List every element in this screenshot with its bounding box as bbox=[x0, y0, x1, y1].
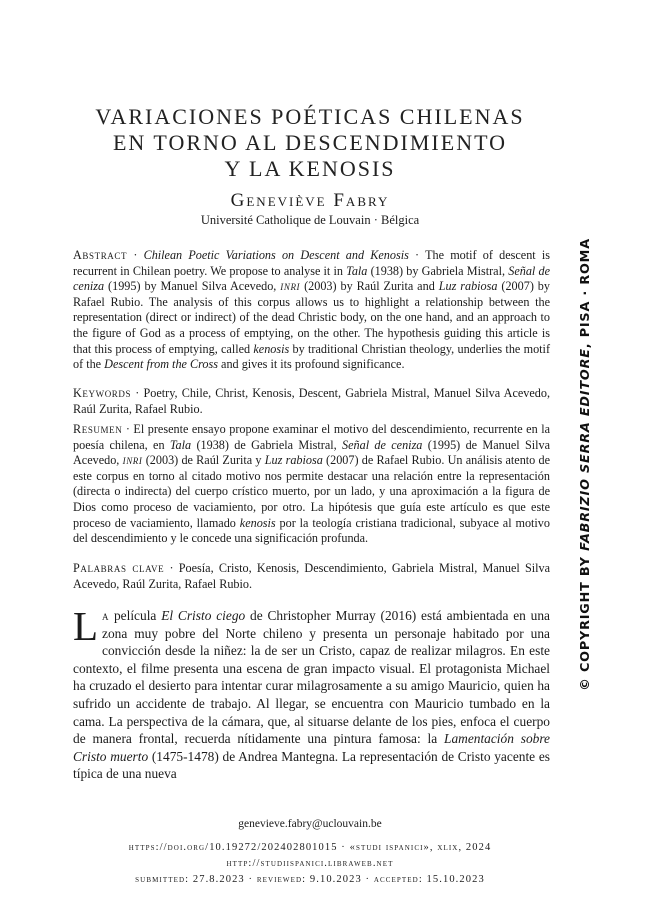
author-name: Geneviève Fabry bbox=[230, 190, 390, 211]
work-title: Luz rabiosa bbox=[264, 453, 323, 468]
abstract-text: The motif of descent is recurrent in Chilean poetry. We propose to analyse it in bbox=[73, 248, 550, 278]
abstract-text: (2007) by Rafael Rubio. The analysis of this corpus allows us to highlight a relationship between the representation (direct or indirect) of the dead Christic body, on the one hand, and an approach to the figure of God as a process of emptying, on the other. The hypothesis guiding this article is that this process of emptying, called bbox=[73, 279, 550, 356]
term: kenosis bbox=[239, 515, 276, 530]
work-title: Luz rabiosa bbox=[438, 279, 498, 294]
abstract-label: Abstract bbox=[73, 248, 128, 262]
work-title: Tala bbox=[169, 437, 192, 452]
work-title: inri bbox=[122, 453, 143, 468]
drop-cap: L bbox=[73, 603, 99, 649]
body-text: de Christopher Murray (2016) está ambientada en una zona muy pobre del Norte chileno y presenta un personaje habitado por una convicción desde la niñez: la de ser un Cristo, capaz de realizar milagros. En este contexto, el filme presenta una escena de gran impacto visual. El protagonista Michael ha cruzado el desierto para intentar curar milagrosamente a su amigo Mauricio, quien ha sufrido un accidente de trabajo. Al llegar, se encuentra con Mauricio tumbado en la cama. La perspectiva de la cámara, que, al situarse delante de los pies, enfoca el cuerpo de manera frontal, recuerda nítidamente una pintura famosa: la bbox=[73, 608, 551, 747]
abstract bbox=[73, 248, 550, 373]
doi-line: https://doi.org/10.19272/202402801015 · «studi ispanici», xlix, 2024 bbox=[128, 842, 492, 853]
work-title: Descent from the Cross bbox=[104, 357, 218, 372]
palabras-text: Poesía, Cristo, Kenosis, Descendimiento, Gabriela Mistral, Manuel Silva Acevedo, Raúl Zurita, Rafael Rubio. bbox=[73, 561, 551, 591]
separator: · bbox=[408, 248, 426, 262]
body-text: a bbox=[102, 608, 110, 623]
resumen-text: (2003) de Raúl Zurita y bbox=[142, 453, 265, 468]
body-paragraph bbox=[73, 603, 551, 783]
separator: · bbox=[164, 561, 179, 575]
copyright-suffix: , PISA · ROMA bbox=[577, 237, 593, 348]
work-title: Lamentación sobre Cristo muerto bbox=[73, 731, 550, 764]
term: kenosis bbox=[253, 341, 290, 356]
author-affiliation: Université Catholique de Louvain · Bélgica bbox=[200, 213, 420, 227]
separator: · bbox=[122, 422, 134, 436]
copyright-prefix: © COPYRIGHT BY bbox=[577, 550, 593, 691]
palabras-label: Palabras clave bbox=[73, 561, 165, 575]
resumen-text: El presente ensayo propone examinar el motivo del descendimiento, recurrente en la poesía chilena, en bbox=[73, 422, 550, 452]
author-email: genevieve.fabry@uclouvain.be bbox=[238, 818, 382, 830]
separator: · bbox=[131, 386, 144, 400]
journal-url: http://studiispanici.libraweb.net bbox=[226, 858, 394, 869]
abstract-text: (1938) by Gabriela Mistral, bbox=[367, 263, 509, 278]
work-title: Tala bbox=[346, 263, 368, 278]
submission-dates: submitted: 27.8.2023 · reviewed: 9.10.2023 · accepted: 15.10.2023 bbox=[135, 874, 485, 885]
resumen-text: por la teología cristiana tradicional, subyace al motivo del descendimiento y le concede una significación profunda. bbox=[73, 515, 550, 546]
work-title: inri bbox=[280, 279, 301, 294]
abstract-text: and gives it its profound significance. bbox=[218, 357, 405, 372]
title-line: Y LA KENOSIS bbox=[224, 156, 396, 181]
keywords-text: Poetry, Chile, Christ, Kenosis, Descent, Gabriela Mistral, Manuel Silva Acevedo, Raúl Zurita, Rafael Rubio. bbox=[73, 386, 550, 416]
resumen-text: (2007) de Rafael Rubio. Un análisis atento de este corpus en torno al citado motivo nos permite destacar una relación entre la representación (directa o indirecta) del cuerpo crístico muerto, por un lado, y una aproximación a la figura de Dios como proceso de vaciamiento, por otro. La hipótesis que guía este artículo es que este proceso de vaciamiento, llamado bbox=[73, 453, 550, 530]
resumen-text: (1938) de Gabriela Mistral, bbox=[191, 437, 343, 452]
palabras-clave bbox=[73, 561, 550, 592]
copyright-publisher: FABRIZIO SERRA EDITORE bbox=[577, 347, 593, 551]
work-title: Señal de ceniza bbox=[342, 437, 423, 452]
body-text: (1475-1478) de Andrea Mantegna. La representación de Cristo yacente es típica de una nueva bbox=[73, 748, 550, 782]
keywords bbox=[73, 386, 550, 417]
separator: · bbox=[127, 248, 144, 262]
title-line: EN TORNO AL DESCENDIMIENTO bbox=[112, 130, 508, 155]
copyright-notice bbox=[568, 228, 602, 700]
keywords-label: Keywords bbox=[73, 386, 132, 400]
resumen bbox=[73, 422, 550, 547]
resumen-text: (1995) de Manuel Silva Acevedo, bbox=[73, 437, 551, 468]
body-text: película bbox=[109, 608, 162, 623]
article-title bbox=[0, 104, 620, 182]
work-title: Señal de ceniza bbox=[73, 263, 550, 294]
abstract-text: (1995) by Manuel Silva Acevedo, bbox=[104, 279, 281, 294]
abstract-text: by traditional Christian theology, underlies the motif of the bbox=[73, 341, 550, 372]
abstract-text: (2003) by Raúl Zurita and bbox=[300, 279, 439, 294]
work-title: El Cristo ciego bbox=[161, 608, 246, 623]
resumen-label: Resumen bbox=[73, 422, 123, 436]
english-title: Chilean Poetic Variations on Descent and Kenosis bbox=[143, 248, 409, 262]
title-line: VARIACIONES POÉTICAS CHILENAS bbox=[95, 104, 525, 129]
